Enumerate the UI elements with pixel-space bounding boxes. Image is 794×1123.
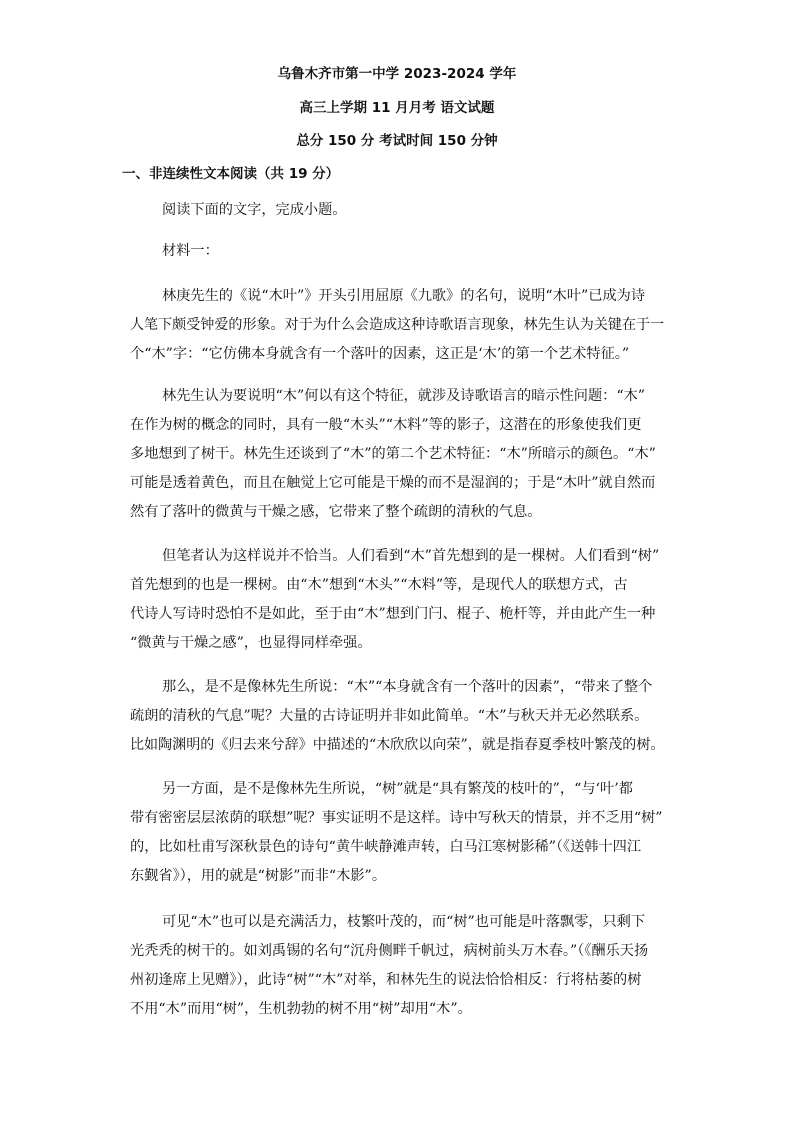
paragraph-line: 那么，是不是像林先生所说：“木”“本身就含有一个落叶的因素”，“带来了整个 bbox=[162, 679, 653, 695]
paragraph-line: 个“木”字：“它仿佛本身就含有一个落叶的因素，这正是‘木’的第一个艺术特征。” bbox=[130, 346, 630, 362]
material-label: 材料一： bbox=[162, 243, 219, 259]
paragraph-line: 林先生认为要说明“木”何以有这个特征，就涉及诗歌语言的暗示性问题：“木” bbox=[162, 388, 646, 404]
paragraph-line: 带有密密层层浓荫的联想”呢？事实证明不是这样。诗中写秋天的情景，并不乏用“树” bbox=[130, 810, 663, 826]
paragraph-line: 多地想到了树干。林先生还谈到了“木”的第二个艺术特征：“木”所暗示的颜色。“木” bbox=[130, 446, 656, 462]
paragraph-line: 东觐省》），用的就是“树影”而非“木影”。 bbox=[130, 868, 387, 884]
paragraph-line: 林庚先生的《说“木叶”》开头引用屈原《九歌》的名句，说明“木叶”已成为诗 bbox=[162, 288, 646, 304]
school-title: 乌鲁木齐市第一中学 2023-2024 学年 bbox=[277, 66, 517, 82]
instruction-text: 阅读下面的文字，完成小题。 bbox=[162, 202, 347, 218]
paragraph-line: 在作为树的概念的同时，具有一般“木头”“木料”等的影子，这潜在的形象使我们更 bbox=[130, 417, 642, 433]
paragraph-line: 首先想到的也是一棵树。由“木”想到“木头”“木料”等，是现代人的联想方式，古 bbox=[130, 577, 628, 593]
paragraph-line: 比如陶渊明的《归去来兮辞》中描述的“木欣欣以向荣”，就是指春夏季枝叶繁茂的树。 bbox=[130, 737, 665, 753]
paragraph-line: 光秃秃的树干的。如刘禹锡的名句“沉舟侧畔千帆过，病树前头万木春。”（《酬乐天扬 bbox=[130, 943, 649, 959]
paragraph-line: 另一方面，是不是像林先生所说，“树”就是“具有繁茂的枝叶的”，“与‘叶’都 bbox=[162, 781, 633, 797]
paragraph-line: 不用“木”而用“树”，生机勃勃的树不用“树”却用“木”。 bbox=[130, 1001, 472, 1017]
paragraph-line: 疏朗的清秋的气息”呢？大量的古诗证明并非如此简单。“木”与秋天并无必然联系。 bbox=[130, 708, 649, 724]
paragraph-line: 的，比如杜甫写深秋景色的诗句“黄牛峡静滩声转，白马江寒树影稀”（《送韩十四江 bbox=[130, 839, 642, 855]
paragraph-line: 但笔者认为这样说并不恰当。人们看到“木”首先想到的是一棵树。人们看到“树” bbox=[162, 548, 660, 564]
section-title: 一、非连续性文本阅读（共 19 分） bbox=[122, 166, 340, 182]
paragraph-line: 州初逢席上见赠》），此诗“树”“木”对举，和林先生的说法恰恰相反：行将枯萎的树 bbox=[130, 972, 642, 988]
paragraph-line: 然有了落叶的微黄与干燥之感，它带来了整个疏朗的清秋的气息。 bbox=[130, 504, 542, 520]
paragraph-line: 可能是透着黄色，而且在触觉上它可能是干燥的而不是湿润的；于是“木叶”就自然而 bbox=[130, 475, 656, 491]
paragraph-line: 可见“木”也可以是充满活力，枝繁叶茂的，而“树”也可能是叶落飘零，只剩下 bbox=[162, 914, 646, 930]
paragraph-line: 代诗人写诗时恐怕不是如此，至于由“木”想到门闩、棍子、桅杆等，并由此产生一种 bbox=[130, 606, 656, 622]
paragraph-line: “微黄与干燥之感”，也显得同样牵强。 bbox=[130, 635, 372, 651]
score-info: 总分 150 分 考试时间 150 分钟 bbox=[296, 133, 498, 149]
exam-title: 高三上学期 11 月月考 语文试题 bbox=[299, 100, 495, 116]
paragraph-line: 人笔下颇受钟爱的形象。对于为什么会造成这种诗歌语言现象，林先生认为关键在于一 bbox=[130, 317, 665, 333]
